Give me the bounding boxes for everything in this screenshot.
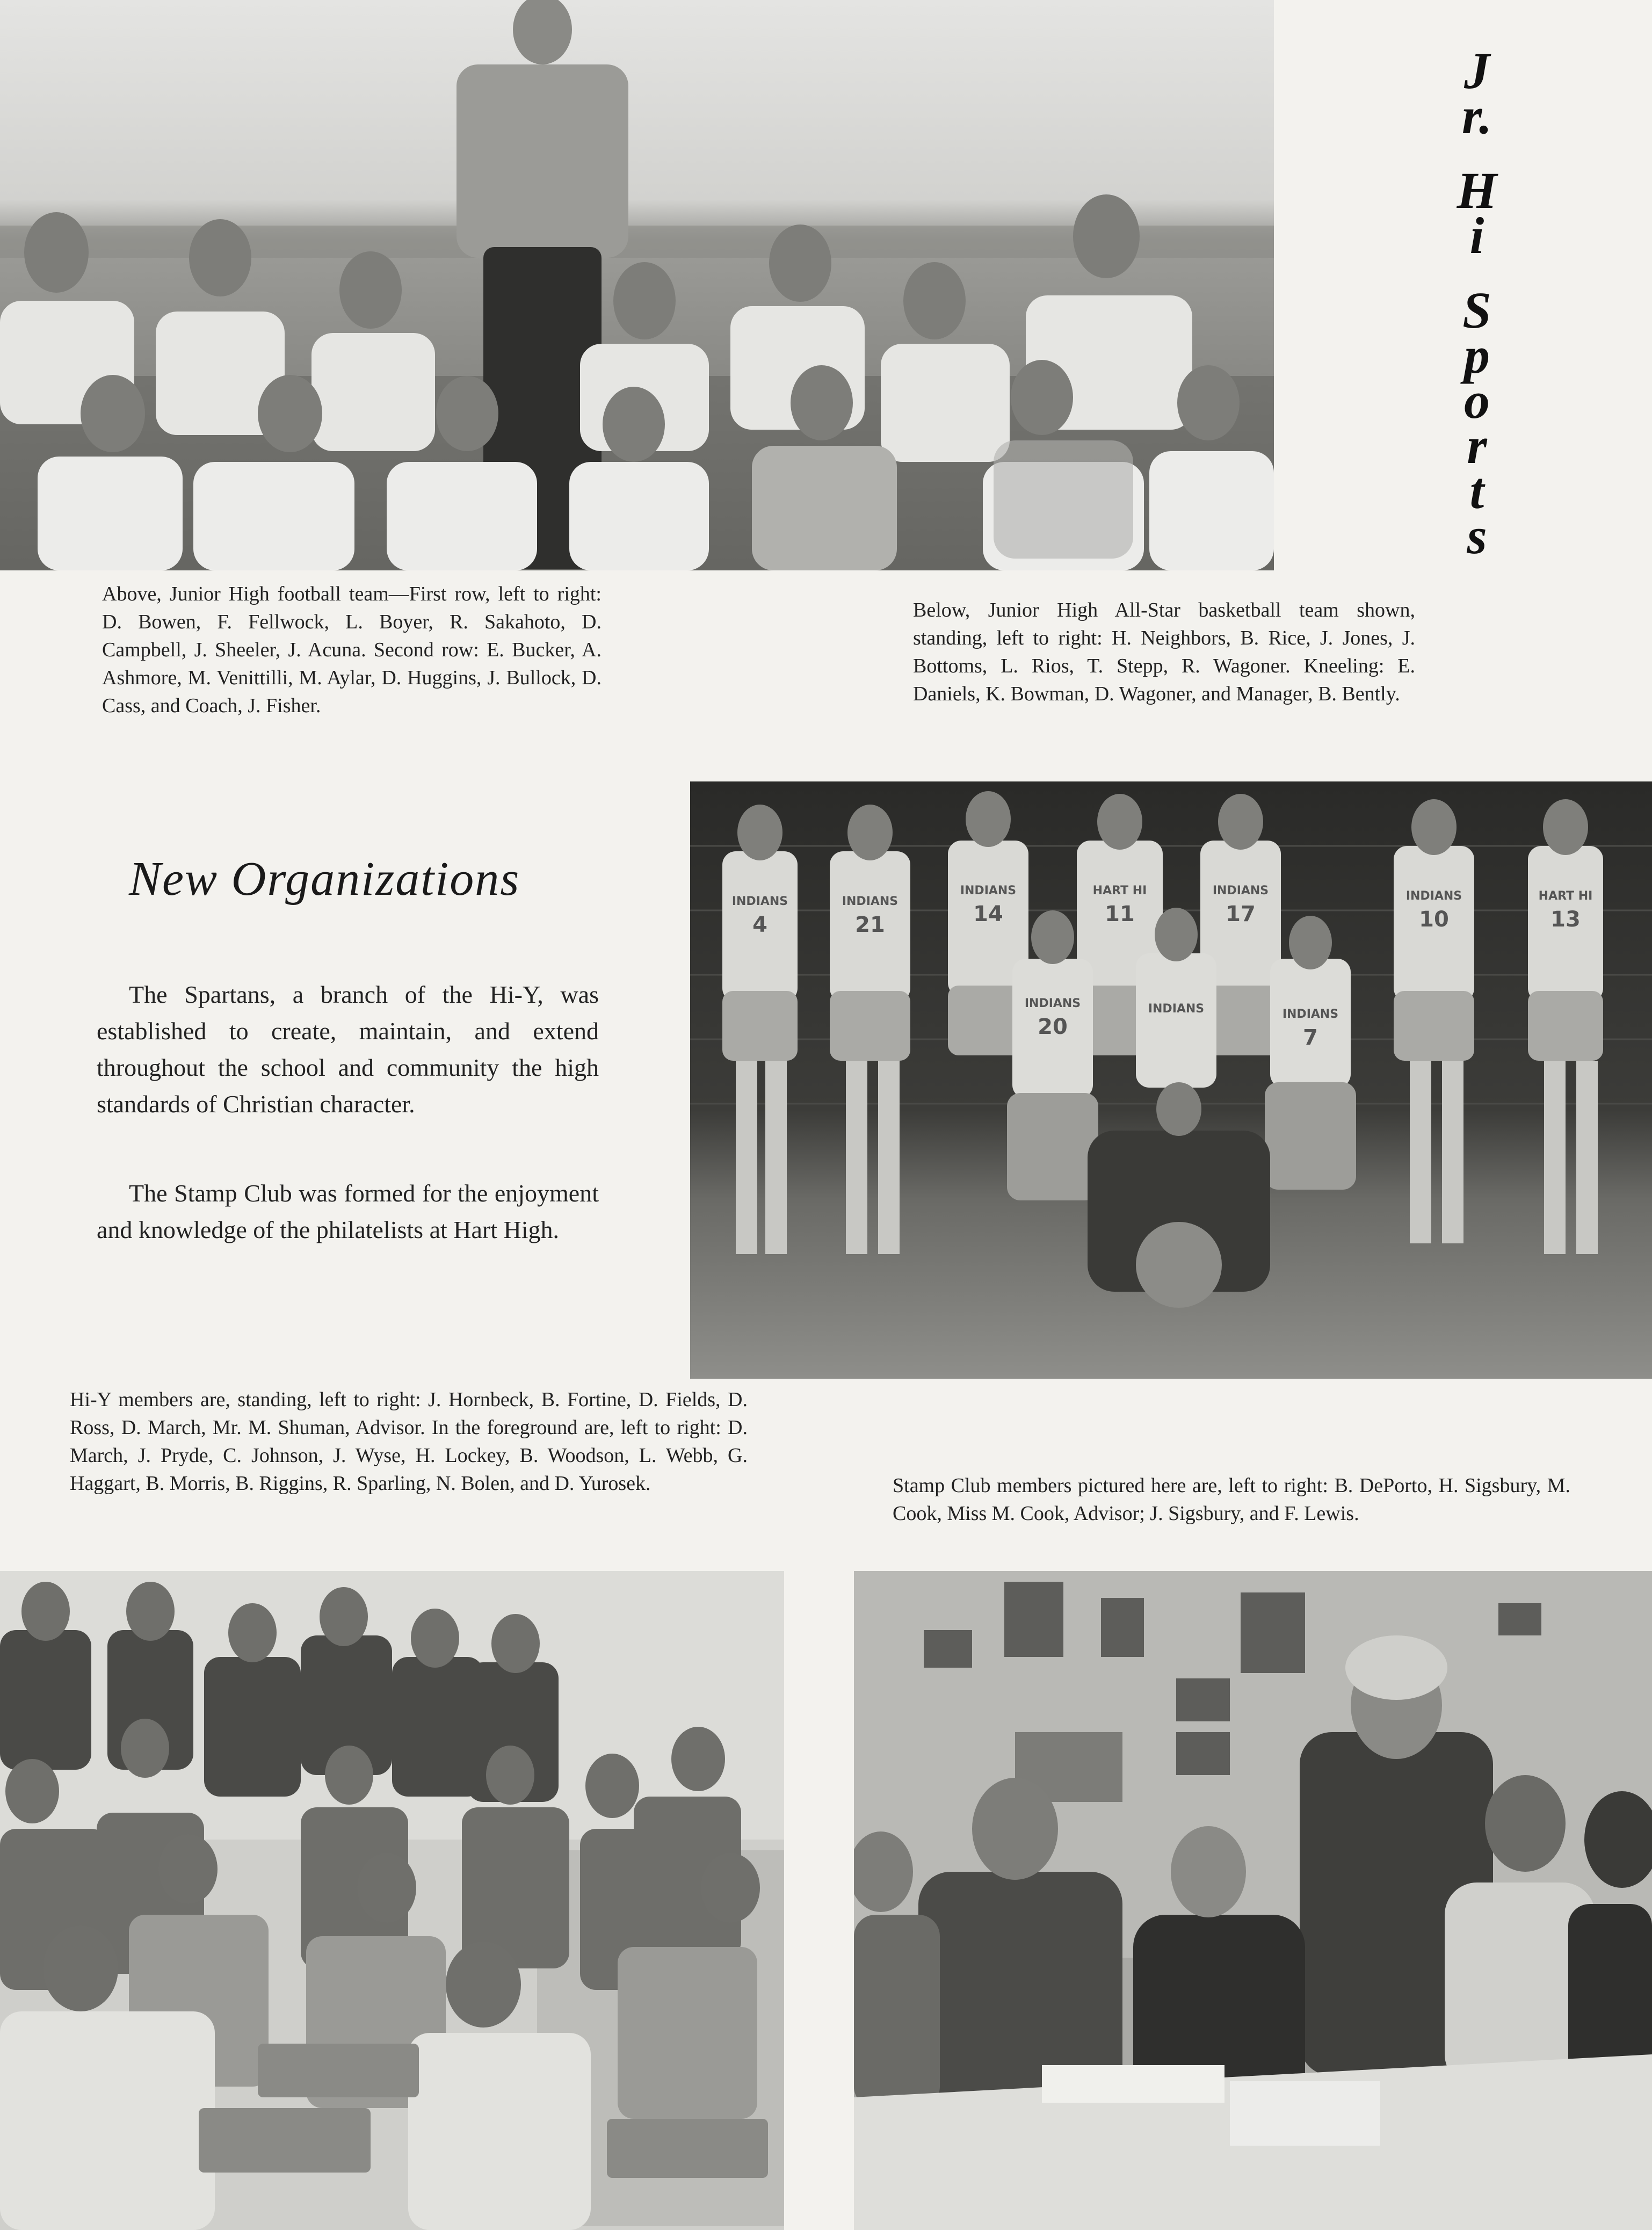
jersey-team-text: INDIANS [1212,884,1269,897]
title-letter: p [1464,327,1490,384]
jersey-team-text: INDIANS [1148,1002,1205,1016]
jersey-number: 21 [855,913,885,937]
basketball-team-photo [690,781,1652,1379]
football-caption: Above, Junior High football team—First row, left to right: D. Bowen, F. Fellwock, L. Boyer, R. Sakahoto, D. Campbell, J. Sheeler, J. Acuna. Second row: E. Bucker, A. Ashmore, M. Venittilli, M. Aylar, D. Huggins, J. Bullock, D. Cass, and Coach, J. Fisher. [102,583,602,717]
hi-y-group-photo [0,1571,784,2230]
title-letter: s [1467,507,1487,564]
title-letter: i [1469,207,1484,264]
spartans-paragraph: The Spartans, a branch of the Hi-Y, was established to create, maintain, and extend throughout the school and community the high standards of Christian character. [97,981,599,1118]
section-heading: New Organizations [129,852,520,906]
jersey-team-text: INDIANS [1024,997,1081,1010]
jersey-team-text: INDIANS [731,895,788,908]
jersey-team-text: INDIANS [960,884,1017,897]
jersey-number: 14 [973,902,1003,926]
stamp-club-caption: Stamp Club members pictured here are, left to right: B. DePorto, H. Sigsbury, M. Cook, Miss M. Cook, Advisor; J. Sigsbury, and F. Lewis. [893,1474,1570,1525]
title-letter: o [1464,372,1490,429]
title-letter: S [1462,281,1491,339]
jr-hi-sports-title [1445,42,1509,564]
jersey-number: 4 [752,913,767,937]
jersey-team-text: INDIANS [1405,889,1462,903]
jersey-number: 11 [1105,902,1135,926]
stamp-club-paragraph: The Stamp Club was formed for the enjoyment and knowledge of the philatelists at Hart High. [97,1179,599,1243]
jersey-team-text: INDIANS [842,895,899,908]
football-team-photo [0,0,1274,570]
jersey-number: 10 [1419,907,1449,932]
basketball-caption: Below, Junior High All-Star basketball team shown, standing, left to right: H. Neighbors, B. Rice, J. Jones, J. Bottoms, L. Rios, T. Stepp, R. Wagoner. Kneeling: E. Daniels, K. Bowman, D. Wagoner, and Manager, B. Bently. [913,599,1415,705]
jersey-number: 13 [1550,907,1581,932]
jersey-team-text: INDIANS [1282,1008,1339,1021]
jersey-team-text: HART HI [1538,889,1593,903]
stamp-club-photo [854,1571,1652,2230]
title-letter: r [1467,417,1487,474]
hi-y-caption: Hi-Y members are, standing, left to right: J. Hornbeck, B. Fortine, D. Fields, D. Ross, D. March, Mr. M. Shuman, Advisor. In the foreground are, left to right: D. March, J. Pryde, C. Johnson, J. Wyse, H. Lockey, B. Woodson, L. Webb, G. Haggart, B. Morris, B. Riggins, R. Sparling, N. Bolen, and D. Yurosek. [70,1388,748,1495]
title-letter: J [1464,42,1490,99]
jersey-number: 20 [1038,1015,1068,1039]
jersey-number: 7 [1303,1025,1318,1050]
jersey-team-text: HART HI [1092,884,1147,897]
title-letter: r. [1461,87,1492,144]
jersey-number: 17 [1226,902,1256,926]
title-letter: t [1469,462,1484,519]
title-letter: H [1457,162,1497,219]
